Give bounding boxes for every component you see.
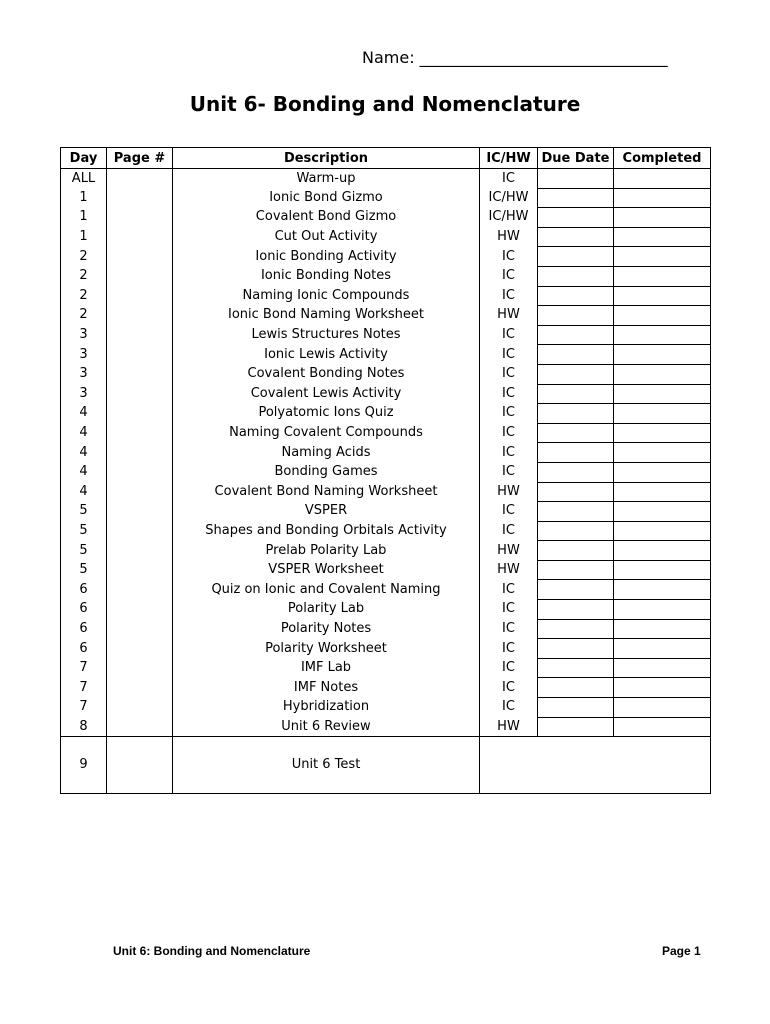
description-cell: Quiz on Ionic and Covalent Naming: [173, 580, 480, 600]
due-date-cell[interactable]: [538, 325, 614, 345]
table-row: [61, 462, 711, 482]
page-number-cell[interactable]: [107, 266, 173, 286]
completed-cell[interactable]: [614, 658, 711, 678]
due-date-cell[interactable]: [538, 306, 614, 326]
footer-page-number: Page 1: [662, 944, 701, 958]
page-number-cell[interactable]: [107, 521, 173, 541]
due-date-cell[interactable]: [538, 227, 614, 247]
day-cell: 7: [61, 678, 107, 698]
due-date-cell[interactable]: [538, 345, 614, 365]
ichw-cell: IC: [480, 698, 538, 718]
description-cell: Covalent Bonding Notes: [173, 364, 480, 384]
completed-cell[interactable]: [614, 325, 711, 345]
page-number-cell[interactable]: [107, 227, 173, 247]
column-header-ichw: IC/HW: [480, 148, 538, 169]
page-number-cell[interactable]: [107, 188, 173, 208]
completed-cell[interactable]: [614, 482, 711, 502]
description-cell: IMF Lab: [173, 658, 480, 678]
ichw-cell: HW: [480, 227, 538, 247]
day-cell: 6: [61, 580, 107, 600]
due-date-cell[interactable]: [538, 600, 614, 620]
table-row: [61, 247, 711, 267]
due-date-cell[interactable]: [538, 404, 614, 424]
page-number-cell[interactable]: [107, 286, 173, 306]
due-date-cell[interactable]: [538, 658, 614, 678]
completed-cell[interactable]: [614, 345, 711, 365]
ichw-cell: IC: [480, 521, 538, 541]
description-cell: VSPER Worksheet: [173, 560, 480, 580]
table-row: [61, 678, 711, 698]
description-cell: IMF Notes: [173, 678, 480, 698]
day-cell: 2: [61, 266, 107, 286]
table-row: [61, 521, 711, 541]
due-date-cell[interactable]: [538, 169, 614, 189]
due-date-cell[interactable]: [538, 384, 614, 404]
table-row: [61, 306, 711, 326]
table-row: [61, 482, 711, 502]
page-number-cell[interactable]: [107, 580, 173, 600]
day-cell: 1: [61, 227, 107, 247]
description-cell: Polyatomic Ions Quiz: [173, 404, 480, 424]
completed-cell[interactable]: [614, 364, 711, 384]
merged-ichw-due-completed-cell[interactable]: [480, 737, 711, 794]
table-row: [61, 325, 711, 345]
day-cell: 6: [61, 600, 107, 620]
table-row: [61, 658, 711, 678]
table-row: [61, 560, 711, 580]
ichw-cell: HW: [480, 541, 538, 561]
day-cell: 5: [61, 541, 107, 561]
table-row: [61, 580, 711, 600]
page-number-cell[interactable]: [107, 325, 173, 345]
page-number-cell[interactable]: [107, 639, 173, 659]
completed-cell[interactable]: [614, 619, 711, 639]
completed-cell[interactable]: [614, 247, 711, 267]
completed-cell[interactable]: [614, 580, 711, 600]
table-row: [61, 208, 711, 228]
description-cell: Ionic Bond Naming Worksheet: [173, 306, 480, 326]
day-cell: 5: [61, 521, 107, 541]
table-header-row: [61, 148, 711, 169]
description-cell: Shapes and Bonding Orbitals Activity: [173, 521, 480, 541]
page-number-cell[interactable]: [107, 423, 173, 443]
ichw-cell: IC: [480, 658, 538, 678]
table-row: [61, 717, 711, 737]
table-row-final: [61, 737, 711, 794]
completed-cell[interactable]: [614, 169, 711, 189]
day-cell: 2: [61, 247, 107, 267]
page-number-cell[interactable]: [107, 678, 173, 698]
ichw-cell: IC: [480, 580, 538, 600]
day-cell: 4: [61, 482, 107, 502]
table-row: [61, 600, 711, 620]
page-number-cell[interactable]: [107, 482, 173, 502]
table-row: [61, 169, 711, 189]
ichw-cell: IC: [480, 639, 538, 659]
day-cell: 2: [61, 306, 107, 326]
ichw-cell: IC: [480, 384, 538, 404]
description-cell: Naming Acids: [173, 443, 480, 463]
due-date-cell[interactable]: [538, 188, 614, 208]
page-number-cell[interactable]: [107, 247, 173, 267]
table-row: [61, 266, 711, 286]
due-date-cell[interactable]: [538, 286, 614, 306]
description-cell: Covalent Lewis Activity: [173, 384, 480, 404]
completed-cell[interactable]: [614, 384, 711, 404]
ichw-cell: IC/HW: [480, 188, 538, 208]
page-number-cell[interactable]: [107, 717, 173, 737]
completed-cell[interactable]: [614, 678, 711, 698]
day-cell: 4: [61, 404, 107, 424]
page-number-cell[interactable]: [107, 560, 173, 580]
day-cell: 3: [61, 325, 107, 345]
table-row: [61, 188, 711, 208]
day-cell: 7: [61, 658, 107, 678]
description-cell: Bonding Games: [173, 462, 480, 482]
description-cell: Naming Ionic Compounds: [173, 286, 480, 306]
day-cell: 1: [61, 208, 107, 228]
description-cell: Polarity Worksheet: [173, 639, 480, 659]
due-date-cell[interactable]: [538, 502, 614, 522]
table-row: [61, 502, 711, 522]
page-number-cell[interactable]: [107, 541, 173, 561]
ichw-cell: IC: [480, 423, 538, 443]
description-cell: Ionic Lewis Activity: [173, 345, 480, 365]
page-number-cell[interactable]: [107, 208, 173, 228]
description-cell: Naming Covalent Compounds: [173, 423, 480, 443]
ichw-cell: IC: [480, 169, 538, 189]
due-date-cell[interactable]: [538, 541, 614, 561]
page-title: Unit 6- Bonding and Nomenclature: [189, 92, 581, 116]
day-cell: 7: [61, 698, 107, 718]
ichw-cell: IC: [480, 364, 538, 384]
due-date-cell[interactable]: [538, 717, 614, 737]
page-number-cell[interactable]: [107, 306, 173, 326]
completed-cell[interactable]: [614, 227, 711, 247]
description-cell: VSPER: [173, 502, 480, 522]
ichw-cell: IC: [480, 502, 538, 522]
description-cell: Polarity Lab: [173, 600, 480, 620]
ichw-cell: IC: [480, 266, 538, 286]
page-number-cell[interactable]: [107, 600, 173, 620]
table-row: [61, 423, 711, 443]
page-number-cell[interactable]: [107, 443, 173, 463]
completed-cell[interactable]: [614, 698, 711, 718]
assignment-table: [60, 147, 711, 794]
table-row: [61, 698, 711, 718]
completed-cell[interactable]: [614, 600, 711, 620]
day-cell: 5: [61, 560, 107, 580]
column-header-day: Day: [61, 148, 107, 169]
completed-cell[interactable]: [614, 266, 711, 286]
day-cell: ALL: [61, 169, 107, 189]
due-date-cell[interactable]: [538, 247, 614, 267]
due-date-cell[interactable]: [538, 698, 614, 718]
completed-cell[interactable]: [614, 306, 711, 326]
description-cell: Ionic Bonding Notes: [173, 266, 480, 286]
table-row: [61, 443, 711, 463]
ichw-cell: HW: [480, 560, 538, 580]
due-date-cell[interactable]: [538, 364, 614, 384]
page-number-cell[interactable]: [107, 737, 173, 794]
table-body: [61, 169, 711, 794]
completed-cell[interactable]: [614, 286, 711, 306]
completed-cell[interactable]: [614, 188, 711, 208]
ichw-cell: IC: [480, 619, 538, 639]
due-date-cell[interactable]: [538, 443, 614, 463]
ichw-cell: IC: [480, 443, 538, 463]
day-cell: 8: [61, 717, 107, 737]
column-header-description: Description: [173, 148, 480, 169]
table-row: [61, 227, 711, 247]
day-cell: 4: [61, 462, 107, 482]
description-cell: Covalent Bond Naming Worksheet: [173, 482, 480, 502]
description-cell: Prelab Polarity Lab: [173, 541, 480, 561]
column-header-completed: Completed: [614, 148, 711, 169]
table-row: [61, 619, 711, 639]
day-cell: 1: [61, 188, 107, 208]
completed-cell[interactable]: [614, 560, 711, 580]
page-number-cell[interactable]: [107, 698, 173, 718]
day-cell: 6: [61, 619, 107, 639]
completed-cell[interactable]: [614, 521, 711, 541]
table-row: [61, 404, 711, 424]
due-date-cell[interactable]: [538, 266, 614, 286]
due-date-cell[interactable]: [538, 639, 614, 659]
due-date-cell[interactable]: [538, 678, 614, 698]
page-number-cell[interactable]: [107, 658, 173, 678]
day-cell: 5: [61, 502, 107, 522]
ichw-cell: IC: [480, 678, 538, 698]
ichw-cell: IC: [480, 286, 538, 306]
ichw-cell: IC: [480, 462, 538, 482]
ichw-cell: IC: [480, 247, 538, 267]
column-header-due-date: Due Date: [538, 148, 614, 169]
page-number-cell[interactable]: [107, 462, 173, 482]
description-cell: Hybridization: [173, 698, 480, 718]
table-row: [61, 345, 711, 365]
completed-cell[interactable]: [614, 717, 711, 737]
due-date-cell[interactable]: [538, 619, 614, 639]
day-cell: 3: [61, 384, 107, 404]
completed-cell[interactable]: [614, 639, 711, 659]
day-cell: 6: [61, 639, 107, 659]
table-row: [61, 639, 711, 659]
ichw-cell: IC: [480, 345, 538, 365]
description-cell: Unit 6 Review: [173, 717, 480, 737]
table-row: [61, 384, 711, 404]
due-date-cell[interactable]: [538, 482, 614, 502]
description-cell: Ionic Bonding Activity: [173, 247, 480, 267]
ichw-cell: HW: [480, 306, 538, 326]
due-date-cell[interactable]: [538, 521, 614, 541]
ichw-cell: HW: [480, 717, 538, 737]
day-cell: 9: [61, 737, 107, 794]
due-date-cell[interactable]: [538, 560, 614, 580]
day-cell: 3: [61, 364, 107, 384]
page-number-cell[interactable]: [107, 502, 173, 522]
page-number-cell[interactable]: [107, 169, 173, 189]
description-cell: Unit 6 Test: [173, 737, 480, 794]
ichw-cell: HW: [480, 482, 538, 502]
due-date-cell[interactable]: [538, 208, 614, 228]
completed-cell[interactable]: [614, 502, 711, 522]
ichw-cell: IC: [480, 325, 538, 345]
description-cell: Ionic Bond Gizmo: [173, 188, 480, 208]
description-cell: Cut Out Activity: [173, 227, 480, 247]
ichw-cell: IC/HW: [480, 208, 538, 228]
name-field-label: Name: _______________________________: [362, 48, 668, 67]
ichw-cell: IC: [480, 600, 538, 620]
day-cell: 3: [61, 345, 107, 365]
completed-cell[interactable]: [614, 423, 711, 443]
day-cell: 4: [61, 423, 107, 443]
completed-cell[interactable]: [614, 443, 711, 463]
description-cell: Polarity Notes: [173, 619, 480, 639]
table-row: [61, 364, 711, 384]
due-date-cell[interactable]: [538, 580, 614, 600]
completed-cell[interactable]: [614, 404, 711, 424]
description-cell: Covalent Bond Gizmo: [173, 208, 480, 228]
day-cell: 2: [61, 286, 107, 306]
page-number-cell[interactable]: [107, 364, 173, 384]
due-date-cell[interactable]: [538, 462, 614, 482]
due-date-cell[interactable]: [538, 423, 614, 443]
table-row: [61, 541, 711, 561]
table-row: [61, 286, 711, 306]
description-cell: Warm-up: [173, 169, 480, 189]
page-number-cell[interactable]: [107, 619, 173, 639]
ichw-cell: IC: [480, 404, 538, 424]
column-header-page: Page #: [107, 148, 173, 169]
page-number-cell[interactable]: [107, 345, 173, 365]
page-number-cell[interactable]: [107, 404, 173, 424]
footer-unit-title: Unit 6: Bonding and Nomenclature: [113, 944, 311, 958]
description-cell: Lewis Structures Notes: [173, 325, 480, 345]
page-number-cell[interactable]: [107, 384, 173, 404]
completed-cell[interactable]: [614, 541, 711, 561]
completed-cell[interactable]: [614, 462, 711, 482]
completed-cell[interactable]: [614, 208, 711, 228]
day-cell: 4: [61, 443, 107, 463]
